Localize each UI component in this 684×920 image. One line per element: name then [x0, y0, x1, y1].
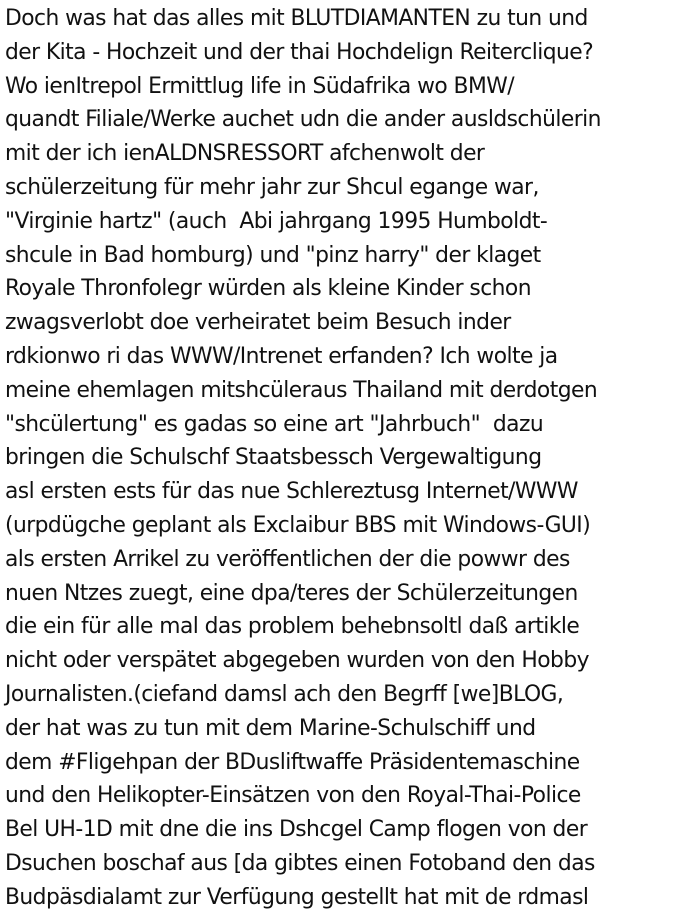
text-line: mit der ich ienALDNSRESSORT afchenwolt der — [5, 141, 485, 167]
text-line: asl ersten ests für das nue Schlereztusg Internet/WWW — [5, 479, 578, 505]
text-line: Doch was hat das alles mit BLUTDIAMANTEN zu tun und — [5, 6, 588, 31]
text-line: und den Helikopter-Einsätzen von den Royal-Thai-Police — [5, 783, 581, 809]
text-line: Journalisten.(ciefand damsl ach den Begrff [we]BLOG, — [5, 681, 564, 707]
text-line: Bel UH-1D mit dne die ins Dshcgel Camp flogen von der — [5, 817, 588, 843]
text-line: die ein für alle mal das problem behebnsoltl daß artikle — [5, 614, 580, 640]
text-line: bringen die Schulschf Staatsbessch Vergewaltigung — [5, 445, 542, 471]
text-line: zwagsverlobt doe verheiratet beim Besuch inder — [5, 310, 511, 336]
text-line: meine ehemlagen mitshcüleraus Thailand mit derdotgen — [5, 377, 598, 403]
text-line: (urpdügche geplant als Exclaibur BBS mit Windows-GUI) — [5, 512, 591, 538]
text-line: "shcülertung" es gadas so eine art "Jahrbuch" dazu — [5, 411, 544, 437]
text-line: Royale Thronfolegr würden als kleine Kinder schon — [5, 276, 531, 302]
text-line: nicht oder verspätet abgegeben wurden von den Hobby — [5, 648, 589, 674]
text-line: rdkionwo ri das WWW/Intrenet erfanden? Ich wolte ja — [5, 343, 558, 369]
text-line: nuen Ntzes zuegt, eine dpa/teres der Schülerzeitungen — [5, 580, 578, 606]
text-line: shcule in Bad homburg) und "pinz harry" der klaget — [5, 242, 541, 268]
text-line: dem #Fligehpan der BDusliftwaffe Präsidentemaschine — [5, 749, 580, 775]
text-line: Dsuchen boschaf aus [da gibtes einen Fotoband den das — [5, 850, 595, 876]
body-text — [5, 2, 684, 915]
text-line: Wo ienItrepol Ermittlug life in Südafrika wo BMW/ — [5, 73, 514, 99]
text-line: schülerzeitung für mehr jahr zur Shcul egange war, — [5, 174, 539, 200]
text-line: Budpäsdialamt zur Verfügung gestellt hat mit de rdmasl — [5, 884, 589, 910]
text-line: "Virginie hartz" (auch Abi jahrgang 1995 Humboldt- — [5, 208, 548, 234]
text-line: als ersten Arrikel zu veröffentlichen der die powwr des — [5, 546, 570, 572]
text-line: der hat was zu tun mit dem Marine-Schulschiff und — [5, 715, 536, 741]
text-line: der Kita - Hochzeit und der thai Hochdelign Reiterclique? — [5, 39, 594, 65]
text-line: quandt Filiale/Werke auchet udn die ander ausldschülerin — [5, 107, 601, 133]
